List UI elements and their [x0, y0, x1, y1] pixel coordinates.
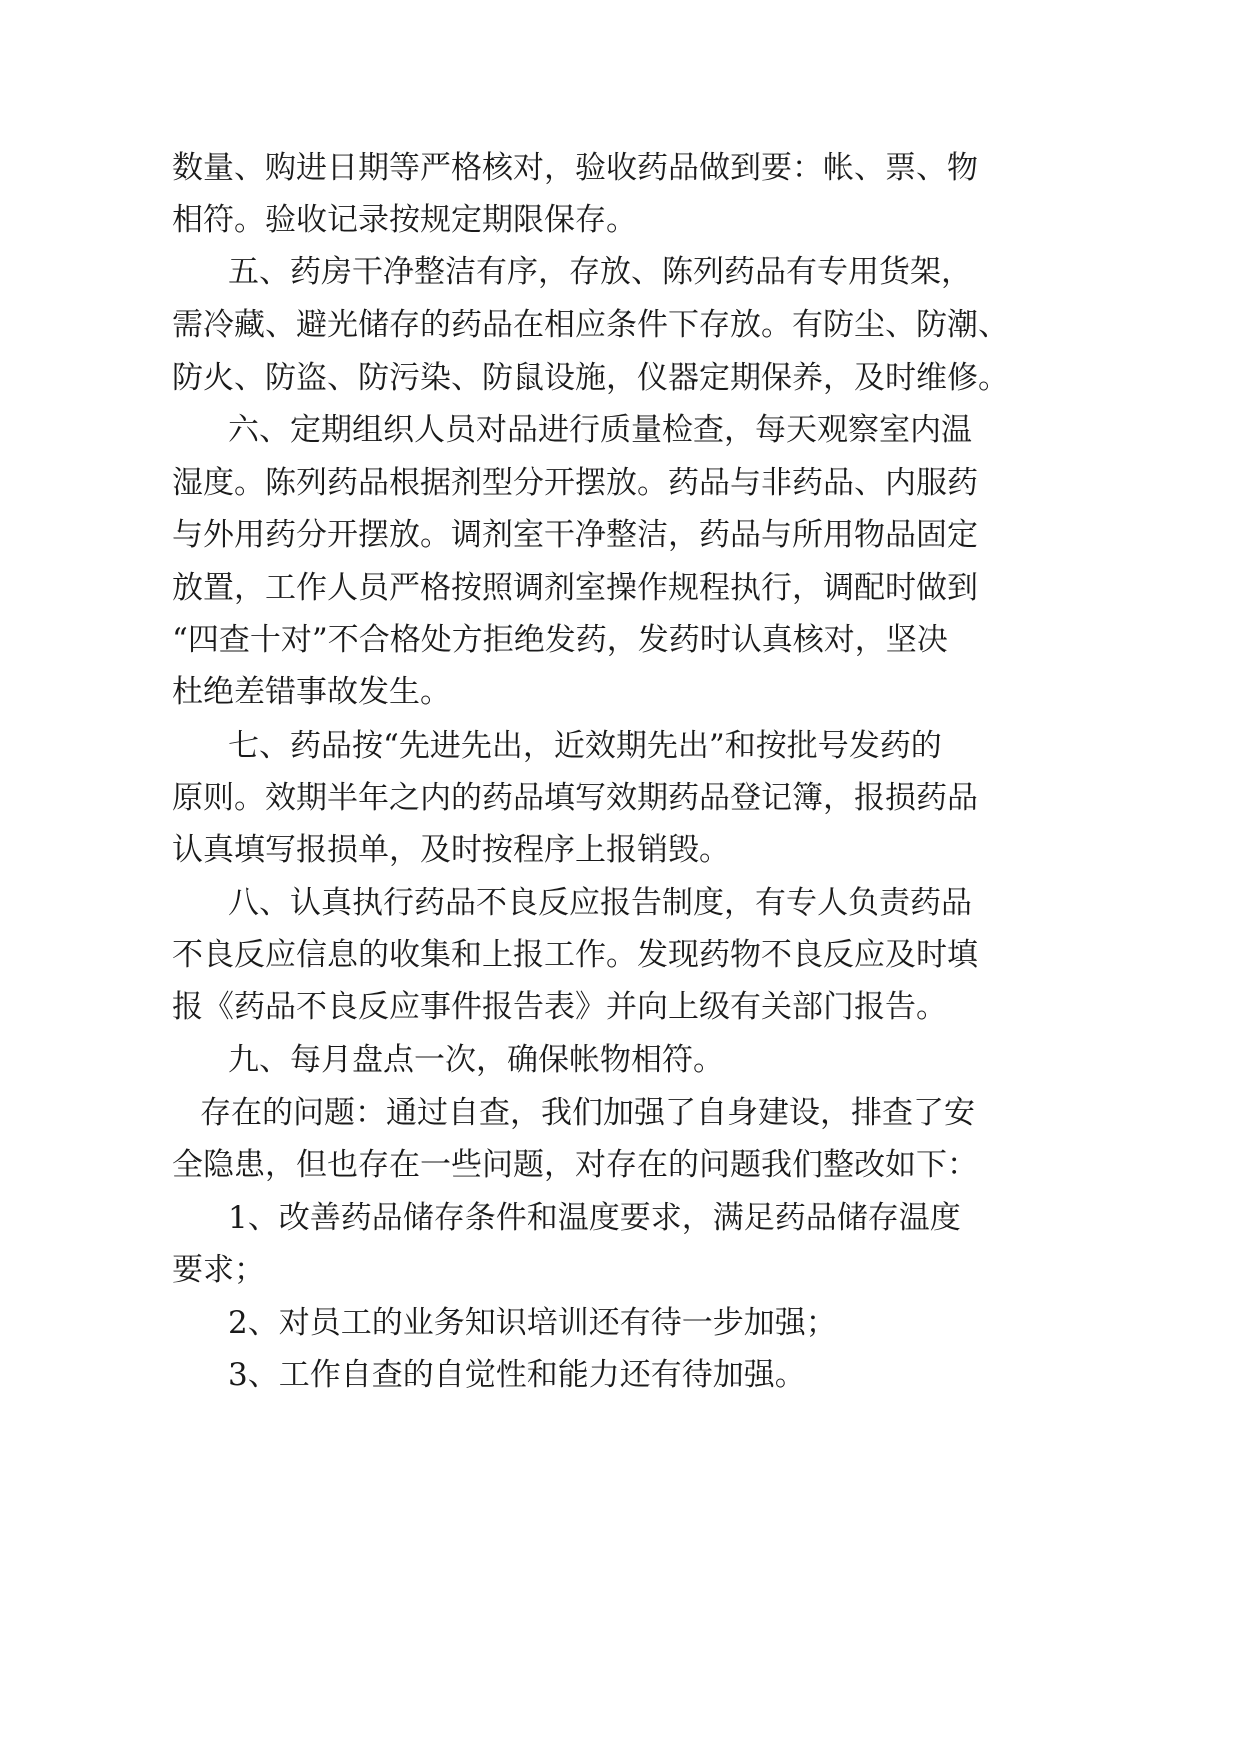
text-line: 六、定期组织人员对品进行质量检查，每天观察室内温	[228, 412, 972, 448]
text-line: 要求；	[172, 1252, 265, 1288]
text-line: 八、认真执行药品不良反应报告制度，有专人负责药品	[228, 885, 972, 921]
text-line: 放置，工作人员严格按照调剂室操作规程执行，调配时做到	[172, 570, 978, 606]
text-line: 需冷藏、避光储存的药品在相应条件下存放。有防尘、防潮、	[172, 307, 1009, 343]
text-line: 数量、购进日期等严格核对，验收药品做到要：帐、票、物	[172, 150, 978, 186]
text-line: 全隐患，但也存在一些问题，对存在的问题我们整改如下：	[172, 1147, 978, 1183]
text-line: “四查十对”不合格处方拒绝发药，发药时认真核对，坚决	[172, 622, 948, 658]
text-line: 湿度。陈列药品根据剂型分开摆放。药品与非药品、内服药	[172, 465, 978, 501]
text-line: 相符。验收记录按规定期限保存。	[172, 202, 637, 238]
text-line: 九、每月盘点一次，确保帐物相符。	[228, 1042, 724, 1078]
text-line: 不良反应信息的收集和上报工作。发现药物不良反应及时填	[172, 937, 978, 973]
text-line: 原则。效期半年之内的药品填写效期药品登记簿，报损药品	[172, 780, 978, 816]
text-line: 七、药品按“先进先出，近效期先出”和按批号发药的	[228, 728, 942, 764]
text-line: 3、工作自查的自觉性和能力还有待加强。	[228, 1357, 806, 1393]
text-line: 存在的问题：通过自查，我们加强了自身建设，排查了安	[200, 1095, 975, 1131]
text-line: 杜绝差错事故发生。	[172, 674, 451, 710]
text-line: 防火、防盗、防污染、防鼠设施，仪器定期保养，及时维修。	[172, 360, 1009, 396]
text-line: 五、药房干净整洁有序，存放、陈列药品有专用货架，	[228, 254, 972, 290]
text-line: 认真填写报损单，及时按程序上报销毁。	[172, 832, 730, 868]
text-line: 报《药品不良反应事件报告表》并向上级有关部门报告。	[172, 989, 947, 1025]
text-line: 2、对员工的业务知识培训还有待一步加强；	[228, 1305, 837, 1341]
text-line: 与外用药分开摆放。调剂室干净整洁，药品与所用物品固定	[172, 517, 978, 553]
text-line: 1、改善药品储存条件和温度要求，满足药品储存温度	[228, 1200, 961, 1236]
